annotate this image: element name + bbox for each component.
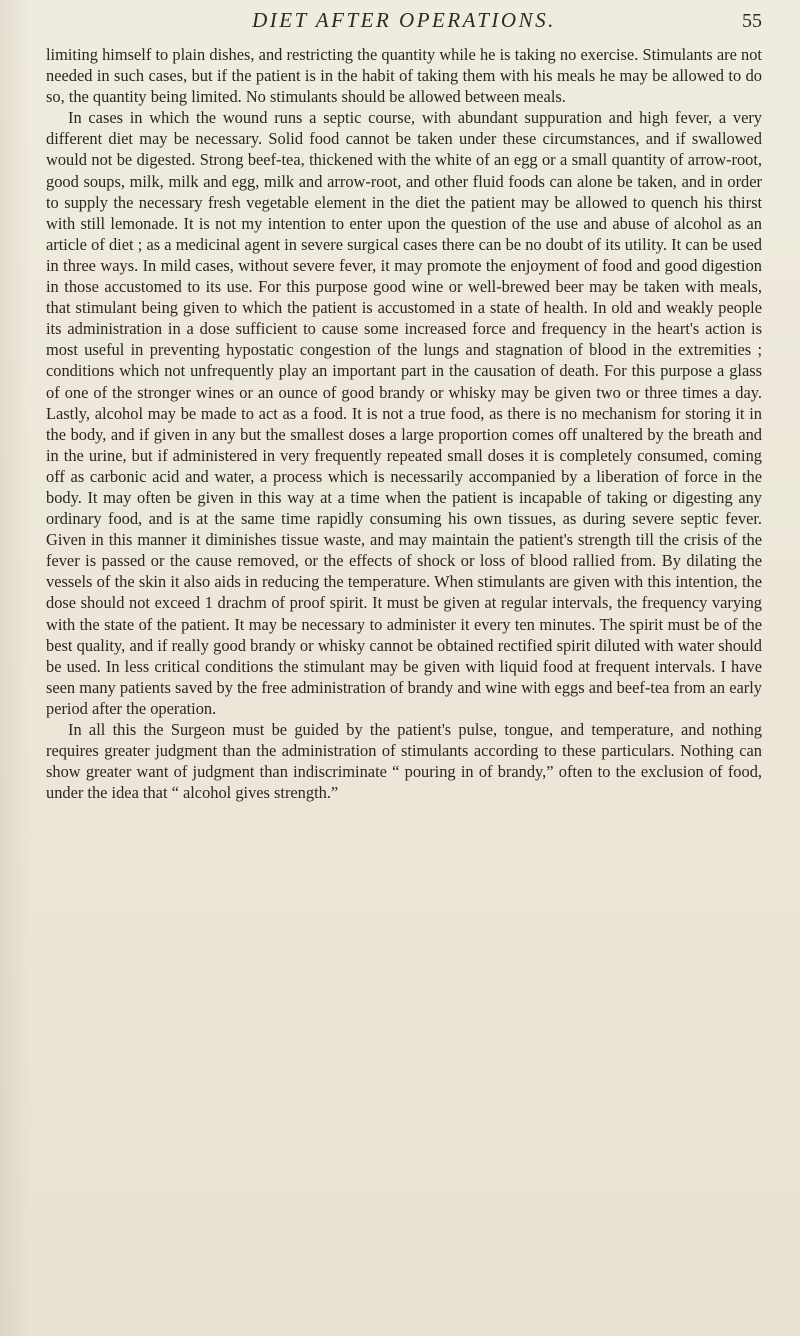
paragraph-surgeon-judgment: In all this the Surgeon must be guided by the patient's pulse, tongue, and temperature, and nothing requires greater judgment than the administration of stimulants according to these particulars. Nothing can show greater want of judgment than indiscriminate “ pouring in of brandy,” often to the exclusion of food, under the idea that “ alcohol gives strength.”: [46, 720, 762, 803]
running-header: [46, 0, 762, 44]
page-number: 55: [742, 10, 762, 32]
paragraph-septic-diet-and-alcohol: In cases in which the wound runs a septic course, with abundant suppuration and high fever, a very different diet may be necessary. Solid food cannot be taken under these circumstances, and if swallowed would not be digested. Strong beef-tea, thickened with the white of an egg or a small quantity of arrow-root, good soups, milk, milk and egg, milk and arrow-root, and other fluid foods can alone be taken, and in order to supply the necessary fresh vegetable element in the diet the patient may be allowed to quench his thirst with still lemonade. It is not my intention to enter upon the question of the use and abuse of alcohol as an article of diet ; as a medicinal agent in severe surgical cases there can be no doubt of its utility. It can be used in three ways. In mild cases, without severe fever, it may promote the enjoyment of food and good digestion in those accustomed to its use. For this purpose good wine or well-brewed beer may be taken with meals, that stimulant being given to which the patient is accustomed in a state of health. In old and weakly people its administration in a dose sufficient to cause some increased force and frequency in the heart's action is most useful in preventing hypostatic congestion of the lungs and stagnation of blood in the extremities ; conditions which not unfrequently play an important part in the causation of death. For this purpose a glass of one of the stronger wines or an ounce of good brandy or whisky may be given two or three times a day. Lastly, alcohol may be made to act as a food. It is not a true food, as there is no mechanism for storing it in the body, and if given in any but the smallest doses a large proportion comes off unaltered by the breath and in the urine, but if administered in very frequently repeated small doses it is completely consumed, coming off as carbonic acid and water, a process which is necessarily accompanied by a liberation of force in the body. It may often be given in this way at a time when the patient is incapable of taking or digesting any ordinary food, and is at the same time rapidly consuming his own tissues, as during severe septic fever. Given in this manner it diminishes tissue waste, and may maintain the patient's strength till the crisis of the fever is passed or the cause removed, or the effects of shock or loss of blood rallied from. By dilating the vessels of the skin it also aids in reducing the temperature. When stimulants are given with this intention, the dose should not exceed 1 drachm of proof spirit. It must be given at regular intervals, the frequency varying with the state of the patient. It may be necessary to administer it every ten minutes. The spirit must be of the best quality, and if really good brandy or whisky cannot be obtained rectified spirit diluted with water should be used. In less critical conditions the stimulant may be given with liquid food at frequent intervals. I have seen many patients saved by the free administration of brandy and wine with eggs and beef-tea from an early period after the operation.: [46, 108, 762, 718]
body-text: [46, 44, 762, 803]
running-title: DIET AFTER OPERATIONS.: [252, 8, 556, 32]
paragraph-continuation: limiting himself to plain dishes, and restricting the quantity while he is taking no exercise. Stimulants are not needed in such cases, but if the patient is in the habit of taking them with his meals he may be allowed to do so, the quantity being limited. No stimulants should be allowed between meals.: [46, 45, 762, 107]
